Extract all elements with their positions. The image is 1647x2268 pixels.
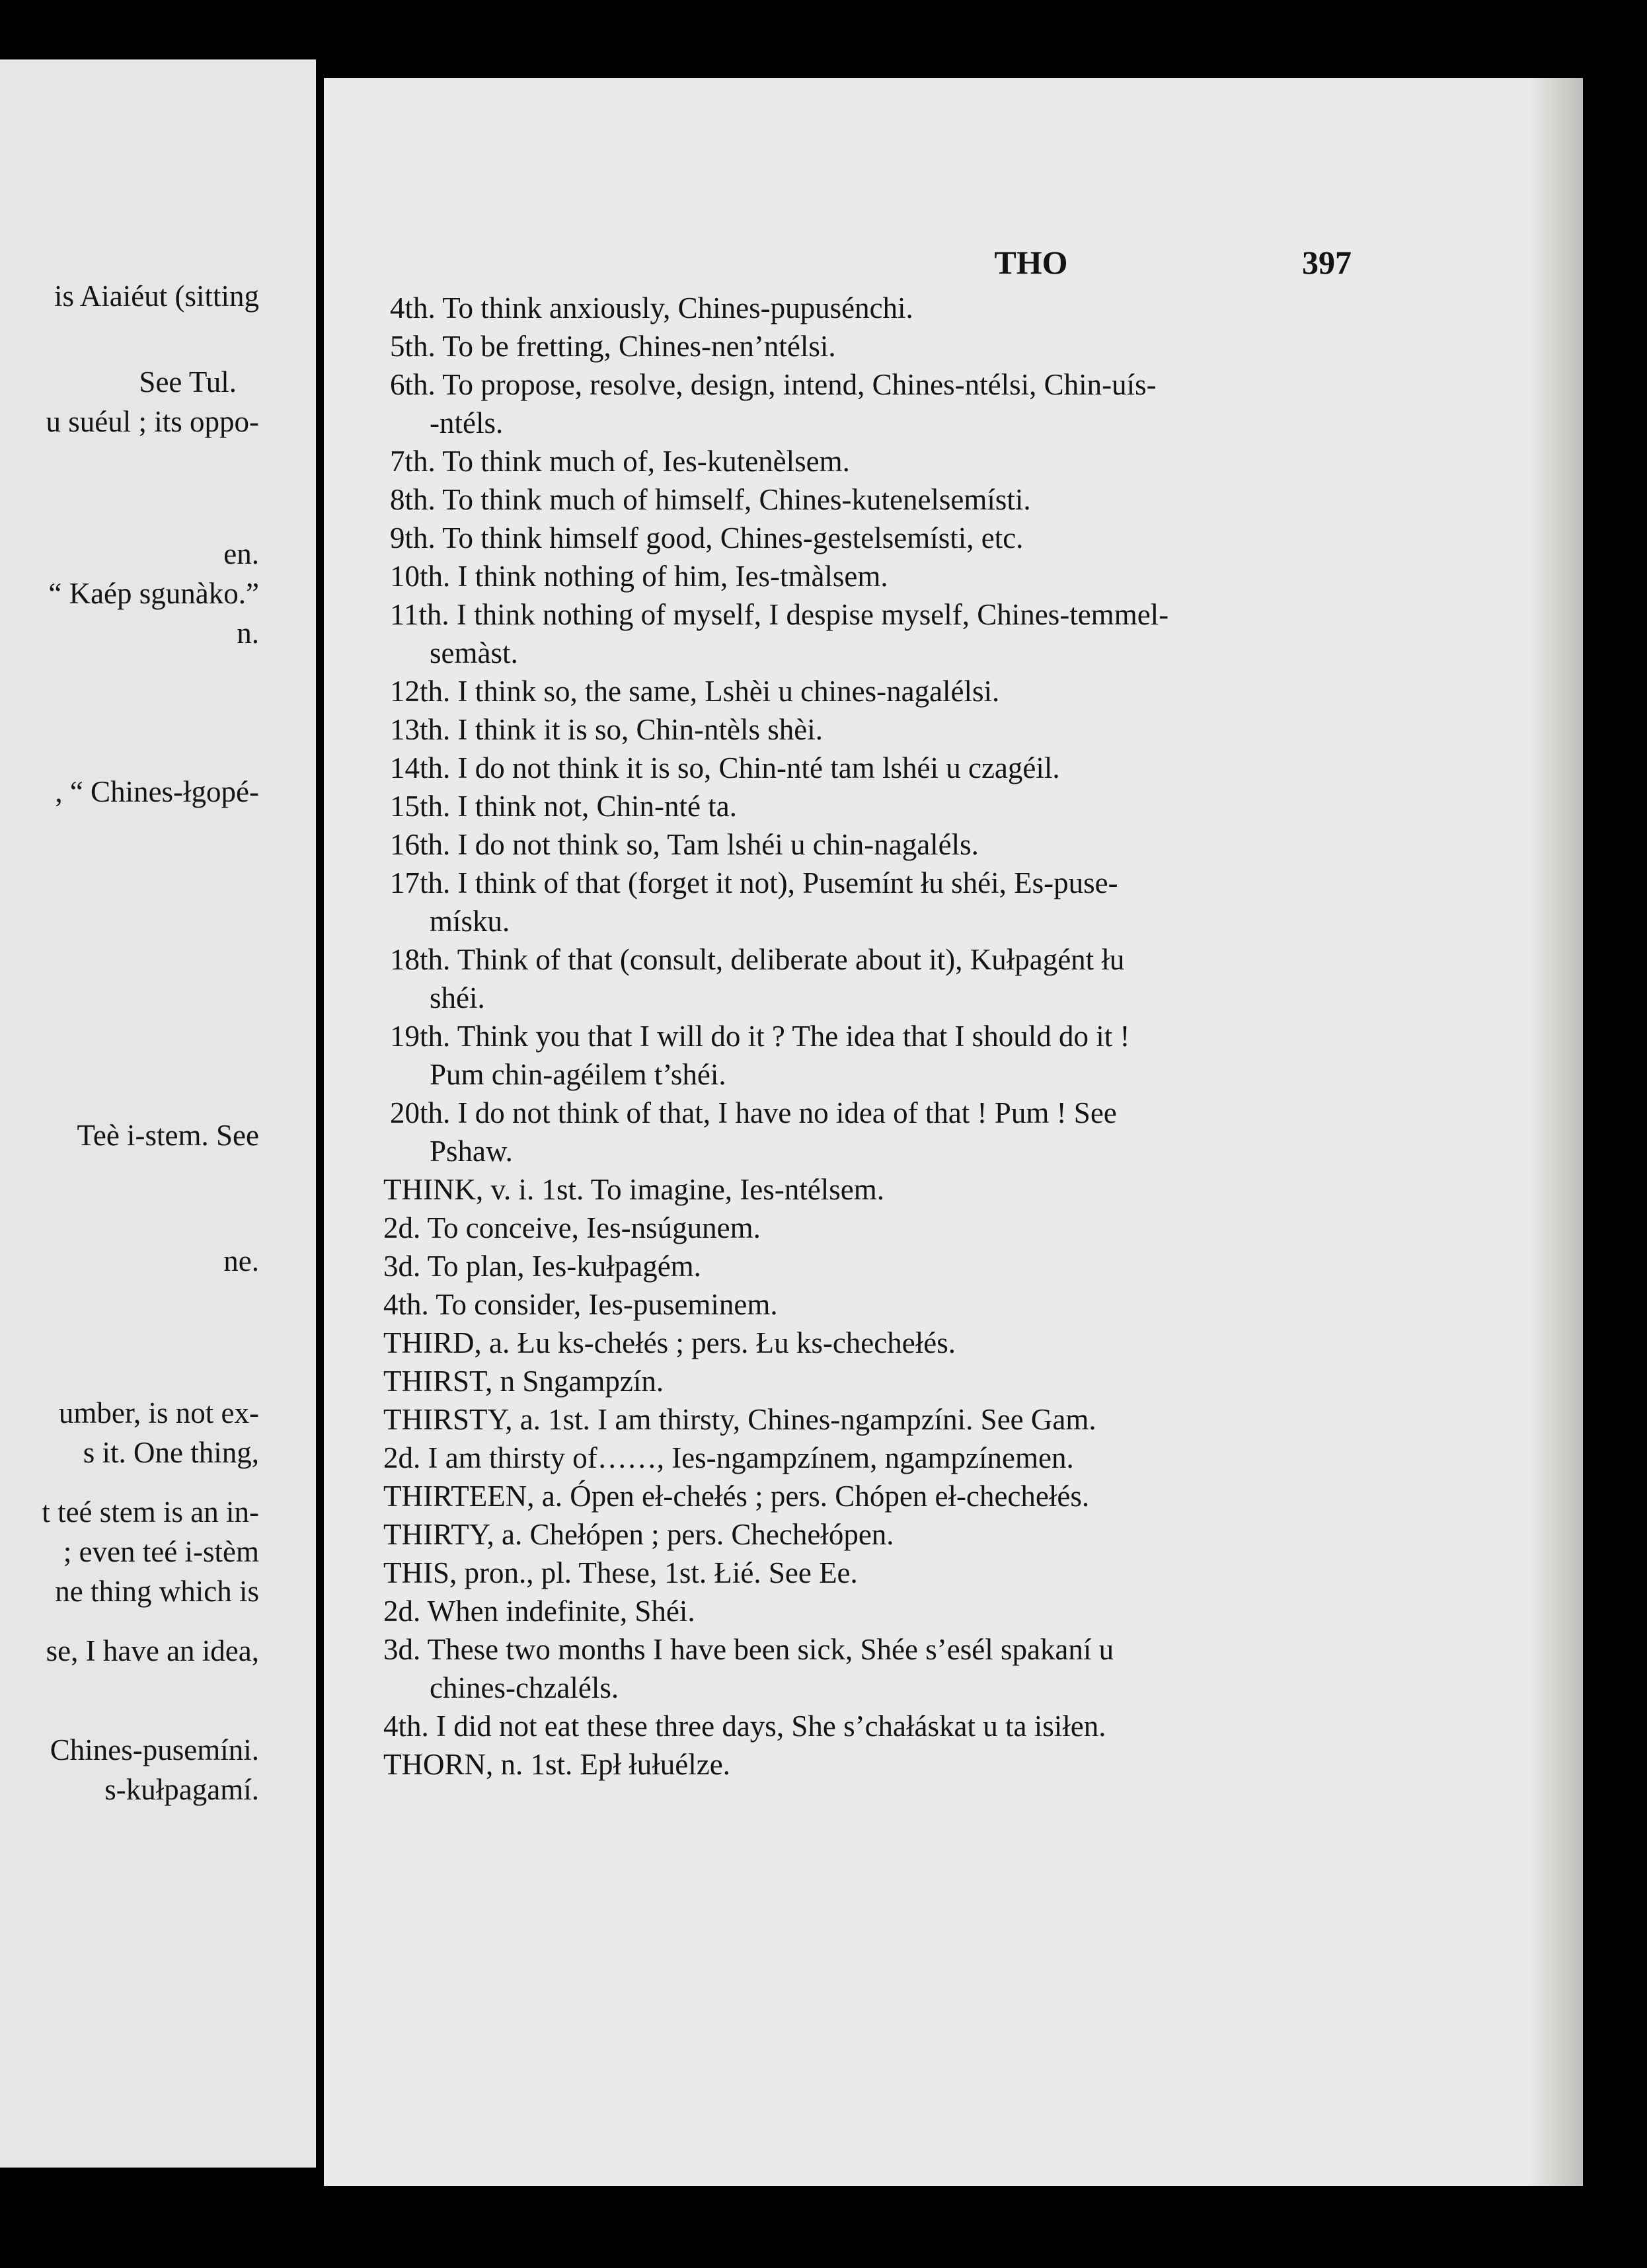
entry-line: Pum chin-agéilem t’shéi. — [430, 1058, 726, 1091]
entry-line: 17th. I think of that (forget it not), Pusemínt łu shéi, Es-puse- — [390, 866, 1118, 899]
entry-line: 13th. I think it is so, Chin-ntèls shèi. — [390, 713, 824, 746]
entry-line: 12th. I think so, the same, Lshèi u chines-nagalélsi. — [390, 675, 1000, 708]
entry-line: 16th. I do not think so, Tam lshéi u chin-nagaléls. — [390, 828, 979, 861]
entry-line: 8th. To think much of himself, Chines-kutenelsemísti. — [390, 483, 1031, 516]
left-line: t teé stem is an in- — [42, 1495, 259, 1529]
page-number: 397 — [1302, 244, 1352, 281]
entry-line: THIS, pron., pl. These, 1st. Łié. See Ee. — [383, 1556, 858, 1589]
left-line: Teè i-stem. See — [77, 1119, 259, 1152]
left-line: ne. — [223, 1244, 259, 1277]
right-page — [324, 78, 1583, 2186]
left-line: u suéul ; its oppo- — [46, 405, 259, 438]
entry-line: 9th. To think himself good, Chines-gestelsemísti, etc. — [390, 521, 1024, 554]
entry-line: mísku. — [430, 905, 510, 938]
left-line: Chines-pusemíni. — [50, 1733, 259, 1766]
left-line: umber, is not ex- — [58, 1396, 259, 1429]
entry-line: chines-chzaléls. — [430, 1671, 619, 1704]
left-page — [0, 59, 316, 2168]
entry-line: 20th. I do not think of that, I have no idea of that ! Pum ! See — [390, 1096, 1117, 1129]
left-line: en. — [223, 537, 259, 570]
entry-line: 14th. I do not think it is so, Chin-nté tam lshéi u czagéil. — [390, 751, 1060, 784]
entry-line: 18th. Think of that (consult, deliberate about it), Kułpagént łu — [390, 943, 1125, 976]
left-line: , “ Chines-łgopé- — [55, 775, 259, 808]
entry-line: 3d. To plan, Ies-kułpagém. — [383, 1250, 701, 1283]
entry-line: 2d. When indefinite, Shéi. — [383, 1595, 695, 1628]
left-line: is Aiaiéut (sitting — [54, 280, 259, 313]
left-line: s-kułpagamí. — [104, 1773, 259, 1806]
entry-line: 19th. Think you that I will do it ? The idea that I should do it ! — [390, 1020, 1130, 1053]
entry-line: 2d. To conceive, Ies-nsúgunem. — [383, 1211, 761, 1244]
entry-line: THORN, n. 1st. Epł łułuélze. — [383, 1748, 730, 1781]
entry-line: 15th. I think not, Chin-nté ta. — [390, 790, 737, 823]
entry-line: 4th. To consider, Ies-puseminem. — [383, 1288, 778, 1321]
entry-line: THIRTY, a. Chełópen ; pers. Chechełópen. — [383, 1518, 894, 1551]
left-line: See Tul. — [139, 365, 237, 398]
left-line: ne thing which is — [55, 1575, 259, 1608]
entry-line: 4th. I did not eat these three days, She s’chałáskat u ta isiłen. — [383, 1710, 1106, 1743]
entry-line: 2d. I am thirsty of……, Ies-ngampzínem, ngampzínemen. — [383, 1441, 1074, 1474]
entry-line: 3d. These two months I have been sick, Shée s’esél spakaní u — [383, 1633, 1114, 1666]
entry-line: THIRTEEN, a. Ópen eł-chełés ; pers. Chópen eł-chechełés. — [383, 1480, 1090, 1513]
entry-line: THIRSTY, a. 1st. I am thirsty, Chines-ngampzíni. See Gam. — [383, 1403, 1096, 1436]
entry-line: 5th. To be fretting, Chines-nen’ntélsi. — [390, 330, 836, 363]
left-line: se, I have an idea, — [46, 1634, 259, 1667]
entry-line: 7th. To think much of, Ies-kutenèlsem. — [390, 445, 850, 478]
entry-line: 11th. I think nothing of myself, I despise myself, Chines-temmel- — [390, 598, 1169, 631]
entry-line: -ntéls. — [430, 406, 504, 439]
entry-line: Pshaw. — [430, 1135, 513, 1168]
entry-line: THIRD, a. Łu ks-chełés ; pers. Łu ks-chechełés. — [383, 1326, 956, 1359]
entry-line: THINK, v. i. 1st. To imagine, Ies-ntélsem. — [383, 1173, 884, 1206]
left-line: “ Kaép sgunàko.” — [48, 577, 259, 610]
running-head: THO — [994, 244, 1068, 281]
entry-line: shéi. — [430, 981, 485, 1014]
left-line: ; even teé i-stèm — [63, 1535, 259, 1568]
entry-line: 6th. To propose, resolve, design, intend, Chines-ntélsi, Chin-uís- — [390, 368, 1157, 401]
left-line: n. — [237, 617, 259, 650]
entry-line: 4th. To think anxiously, Chines-pupusénchi. — [390, 291, 913, 324]
entry-line: semàst. — [430, 636, 518, 669]
page-edge-shadow — [1530, 78, 1583, 2186]
left-line: s it. One thing, — [83, 1436, 259, 1469]
entry-line: 10th. I think nothing of him, Ies-tmàlsem. — [390, 560, 888, 593]
entry-line: THIRST, n Sngampzín. — [383, 1365, 664, 1398]
